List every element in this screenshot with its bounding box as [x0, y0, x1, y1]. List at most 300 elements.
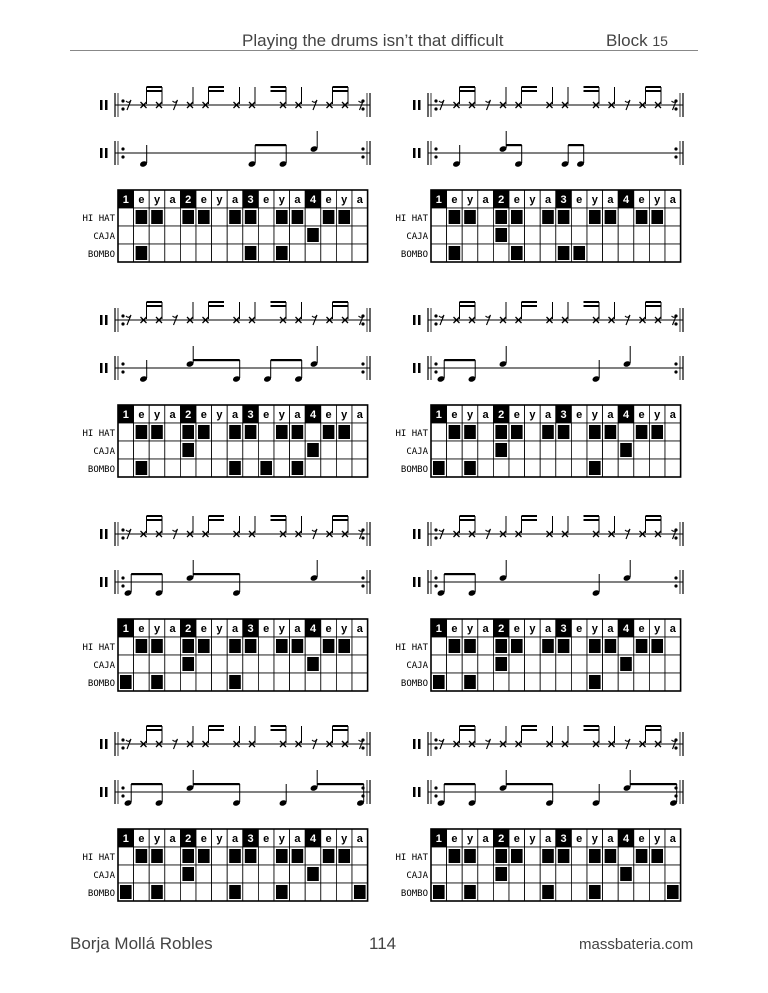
- percussion-clef: [100, 315, 103, 325]
- percussion-clef: [105, 315, 108, 325]
- note-beam: [333, 725, 349, 727]
- count-label: y: [529, 409, 536, 421]
- row-label: CAJA: [406, 232, 428, 242]
- bass-drum-row-cell: [665, 459, 681, 477]
- count-label: y: [216, 409, 223, 421]
- repeat-dot: [121, 794, 124, 797]
- percussion-clef: [413, 577, 416, 587]
- percussion-clef: [418, 739, 421, 749]
- bass-drum-row-cell: [478, 244, 494, 262]
- hihat-row-cell: [165, 423, 181, 441]
- bass-drum-row-cell: [634, 459, 650, 477]
- bass-drum-row-hit: [558, 246, 570, 260]
- bass-drum-row-cell: [305, 673, 321, 691]
- count-label: a: [356, 409, 363, 421]
- row-label: CAJA: [406, 447, 428, 457]
- repeat-dot: [674, 536, 677, 539]
- snare-row-cell: [258, 865, 274, 883]
- repeat-dot: [674, 576, 677, 579]
- count-label: y: [591, 833, 598, 845]
- exercise-notation: [393, 514, 693, 694]
- note-beam: [333, 515, 349, 517]
- row-label: BOMBO: [87, 889, 115, 899]
- count-label: y: [153, 409, 161, 421]
- count-label: a: [544, 833, 552, 845]
- snare-row-cell: [447, 655, 463, 673]
- snare-row-cell: [540, 865, 556, 883]
- snare-row-cell: [587, 226, 603, 244]
- bass-drum-row-cell: [165, 673, 181, 691]
- hihat-row-cell: [665, 637, 681, 655]
- snare-row-cell: [212, 655, 228, 673]
- hihat-row-hit: [323, 639, 335, 653]
- hihat-row-hit: [511, 639, 523, 653]
- hihat-row-hit: [229, 849, 241, 863]
- repeat-dot: [434, 322, 437, 325]
- repeat-dot: [434, 362, 437, 365]
- snare-row-cell: [336, 226, 352, 244]
- repeat-dot: [674, 362, 677, 365]
- count-label: 3: [560, 623, 567, 635]
- repeat-dot: [121, 314, 124, 317]
- bass-drum-row-cell: [634, 673, 650, 691]
- bass-drum-row-cell: [509, 673, 525, 691]
- hihat-row-hit: [292, 639, 304, 653]
- row-label: HI HAT: [82, 214, 115, 224]
- hihat-row-hit: [323, 849, 335, 863]
- snare-row-cell: [336, 655, 352, 673]
- hihat-row-hit: [464, 425, 476, 439]
- row-label: BOMBO: [87, 465, 115, 475]
- bass-drum-row-hit: [464, 675, 476, 689]
- snare-row-hit: [495, 443, 507, 457]
- bass-drum-row-hit: [433, 461, 445, 475]
- percussion-clef: [413, 529, 416, 539]
- rhythm-grid: [395, 405, 680, 477]
- count-label: a: [669, 623, 676, 635]
- repeat-dot: [674, 746, 677, 749]
- count-label: y: [654, 623, 661, 635]
- bass-drum-row-cell: [290, 244, 306, 262]
- repeat-dot: [434, 536, 437, 539]
- count-label: 1: [435, 194, 442, 206]
- note-beam: [646, 90, 662, 92]
- snare-row-cell: [134, 655, 150, 673]
- count-label: a: [544, 409, 552, 421]
- percussion-clef: [105, 529, 108, 539]
- exercise-notation: [80, 724, 380, 904]
- repeat-dot: [361, 536, 364, 539]
- bass-drum-row-hit: [511, 246, 523, 260]
- footer-website: massbateria.com: [579, 936, 694, 953]
- repeat-dot: [121, 107, 124, 110]
- hihat-row-cell: [665, 423, 681, 441]
- rhythm-grid: [82, 829, 367, 901]
- bass-drum-row-cell: [525, 244, 541, 262]
- snare-row-cell: [634, 655, 650, 673]
- count-label: e: [138, 409, 145, 421]
- count-label: y: [153, 194, 161, 206]
- count-label: y: [153, 833, 161, 845]
- hihat-row-hit: [449, 210, 461, 224]
- count-label: e: [263, 623, 270, 635]
- bass-drum-row-hit: [136, 461, 148, 475]
- count-label: a: [356, 194, 363, 206]
- bass-drum-row-cell: [352, 244, 368, 262]
- snare-row-cell: [352, 865, 368, 883]
- hihat-row-hit: [245, 849, 257, 863]
- count-label: e: [638, 194, 645, 206]
- repeat-dot: [434, 786, 437, 789]
- repeat-dot: [361, 370, 364, 373]
- row-label: BOMBO: [400, 679, 428, 689]
- bass-drum-row-cell: [556, 883, 572, 901]
- hihat-row-cell: [165, 847, 181, 865]
- percussion-clef: [105, 739, 108, 749]
- snare-row-cell: [336, 441, 352, 459]
- note-beam: [522, 729, 538, 731]
- count-label: 3: [560, 833, 567, 845]
- snare-row-cell: [478, 655, 494, 673]
- block-label: Block: [606, 31, 648, 50]
- row-label: BOMBO: [400, 465, 428, 475]
- bass-drum-row-cell: [540, 244, 556, 262]
- count-label: y: [591, 194, 598, 206]
- snare-row-cell: [227, 441, 243, 459]
- count-label: e: [513, 409, 520, 421]
- snare-row-hit: [495, 867, 507, 881]
- count-label: e: [200, 623, 207, 635]
- count-label: 3: [247, 833, 254, 845]
- note-beam: [209, 90, 225, 92]
- bass-drum-row-cell: [509, 459, 525, 477]
- percussion-clef: [100, 529, 103, 539]
- note-beam: [209, 519, 225, 521]
- bass-drum-row-cell: [649, 244, 665, 262]
- note-beam: [444, 783, 475, 785]
- hihat-row-hit: [558, 849, 570, 863]
- snare-bass-staff: [413, 770, 683, 807]
- percussion-clef: [100, 787, 103, 797]
- snare-row-hit: [307, 867, 319, 881]
- bass-drum-row-cell: [493, 673, 509, 691]
- repeat-dot: [121, 155, 124, 158]
- bass-drum-row-cell: [540, 673, 556, 691]
- count-label: e: [138, 194, 145, 206]
- repeat-dot: [434, 155, 437, 158]
- snare-row-cell: [321, 655, 337, 673]
- hihat-staff: [413, 515, 683, 546]
- snare-row-cell: [243, 655, 259, 673]
- note-beam: [271, 725, 287, 727]
- snare-row-cell: [587, 655, 603, 673]
- rhythm-grid: [82, 190, 367, 262]
- hihat-row-cell: [618, 208, 634, 226]
- note-beam: [522, 519, 538, 521]
- count-label: y: [466, 623, 474, 635]
- snare-row-cell: [571, 865, 587, 883]
- snare-row-cell: [134, 226, 150, 244]
- hihat-row-cell: [212, 637, 228, 655]
- count-label: e: [325, 194, 332, 206]
- count-label: a: [669, 409, 676, 421]
- note-beam: [271, 301, 287, 303]
- count-label: a: [482, 409, 489, 421]
- snare-row-cell: [212, 226, 228, 244]
- hihat-row-hit: [136, 210, 148, 224]
- count-label: 2: [185, 833, 192, 845]
- repeat-dot: [121, 746, 124, 749]
- repeat-dot: [361, 746, 364, 749]
- bass-drum-row-cell: [180, 673, 196, 691]
- snare-row-cell: [431, 655, 447, 673]
- count-label: e: [325, 833, 332, 845]
- bass-drum-row-hit: [292, 461, 304, 475]
- snare-row-cell: [509, 865, 525, 883]
- count-label: a: [544, 194, 552, 206]
- snare-row-cell: [134, 441, 150, 459]
- hihat-row-hit: [151, 425, 163, 439]
- exercise-4: [393, 300, 693, 480]
- hihat-row-cell: [352, 847, 368, 865]
- snare-row-cell: [587, 865, 603, 883]
- exercise-notation: [393, 300, 693, 480]
- row-label: HI HAT: [395, 214, 428, 224]
- count-label: a: [607, 409, 614, 421]
- snare-row-cell: [118, 226, 134, 244]
- repeat-dot: [121, 584, 124, 587]
- exercise-6: [393, 514, 693, 694]
- hihat-row-cell: [478, 208, 494, 226]
- row-label: HI HAT: [82, 643, 115, 653]
- note-beam: [506, 783, 553, 785]
- hihat-row-hit: [449, 849, 461, 863]
- bass-drum-row-hit: [464, 461, 476, 475]
- hihat-row-cell: [478, 847, 494, 865]
- bass-drum-row-cell: [493, 244, 509, 262]
- count-label: e: [451, 194, 458, 206]
- bass-drum-row-cell: [212, 673, 228, 691]
- note-beam: [584, 515, 600, 517]
- count-label: y: [654, 409, 661, 421]
- count-label: 3: [560, 409, 567, 421]
- note-beam: [522, 301, 538, 303]
- hihat-row-hit: [151, 210, 163, 224]
- percussion-clef: [413, 315, 416, 325]
- snare-row-cell: [649, 865, 665, 883]
- hihat-row-cell: [525, 637, 541, 655]
- count-label: y: [341, 194, 348, 206]
- snare-row-cell: [525, 441, 541, 459]
- bass-drum-row-hit: [573, 246, 585, 260]
- hihat-row-hit: [464, 639, 476, 653]
- note-beam: [209, 305, 225, 307]
- note-beam: [568, 144, 584, 146]
- hihat-row-hit: [182, 639, 194, 653]
- repeat-dot: [121, 536, 124, 539]
- count-label: y: [591, 409, 598, 421]
- count-label: e: [638, 409, 645, 421]
- percussion-clef: [100, 148, 103, 158]
- row-label: CAJA: [93, 871, 115, 881]
- header-rule: [70, 50, 698, 51]
- bass-drum-row-hit: [245, 246, 257, 260]
- hihat-row-hit: [338, 210, 350, 224]
- bass-drum-row-cell: [571, 883, 587, 901]
- hihat-row-hit: [292, 210, 304, 224]
- note-beam: [147, 725, 163, 727]
- bass-drum-row-cell: [321, 883, 337, 901]
- hihat-row-cell: [431, 847, 447, 865]
- bass-drum-row-cell: [603, 673, 619, 691]
- rhythm-grid: [395, 619, 680, 691]
- snare-row-cell: [603, 226, 619, 244]
- bass-drum-row-hit: [120, 885, 132, 899]
- row-label: BOMBO: [400, 889, 428, 899]
- hihat-row-hit: [558, 639, 570, 653]
- repeat-dot: [674, 155, 677, 158]
- block-number: 15: [652, 33, 668, 49]
- note-beam: [193, 359, 240, 361]
- snare-row-cell: [258, 226, 274, 244]
- bass-drum-row-cell: [352, 673, 368, 691]
- hihat-row-hit: [338, 639, 350, 653]
- repeat-dot: [674, 322, 677, 325]
- snare-row-cell: [447, 226, 463, 244]
- bass-drum-row-cell: [447, 673, 463, 691]
- snare-row-hit: [182, 657, 194, 671]
- note-beam: [522, 515, 538, 517]
- hihat-row-cell: [165, 637, 181, 655]
- bass-drum-row-cell: [336, 883, 352, 901]
- count-label: e: [638, 623, 645, 635]
- percussion-clef: [413, 363, 416, 373]
- snare-row-hit: [620, 657, 632, 671]
- count-label: e: [200, 194, 207, 206]
- note-beam: [271, 359, 302, 361]
- snare-row-cell: [336, 865, 352, 883]
- count-label: 2: [498, 409, 505, 421]
- hihat-row-hit: [276, 210, 288, 224]
- note-beam: [209, 86, 225, 88]
- note-beam: [460, 519, 476, 521]
- percussion-clef: [105, 148, 108, 158]
- note-beam: [630, 783, 677, 785]
- hihat-row-cell: [431, 208, 447, 226]
- hihat-row-cell: [478, 423, 494, 441]
- hihat-row-hit: [292, 849, 304, 863]
- note-beam: [646, 515, 662, 517]
- count-label: e: [638, 833, 645, 845]
- bass-drum-row-cell: [447, 883, 463, 901]
- count-label: y: [278, 194, 285, 206]
- percussion-clef: [100, 739, 103, 749]
- bass-drum-row-hit: [151, 675, 163, 689]
- snare-row-cell: [196, 865, 212, 883]
- bass-drum-row-cell: [165, 244, 181, 262]
- note-beam: [460, 515, 476, 517]
- snare-row-cell: [274, 865, 290, 883]
- snare-row-cell: [649, 226, 665, 244]
- hihat-row-cell: [525, 208, 541, 226]
- note-beam: [271, 305, 287, 307]
- count-label: e: [263, 409, 270, 421]
- row-label: HI HAT: [395, 853, 428, 863]
- count-label: a: [231, 409, 239, 421]
- row-label: CAJA: [93, 232, 115, 242]
- snare-row-cell: [321, 865, 337, 883]
- hihat-row-hit: [323, 425, 335, 439]
- hihat-row-cell: [258, 423, 274, 441]
- snare-row-cell: [540, 441, 556, 459]
- snare-row-hit: [307, 228, 319, 242]
- note-beam: [271, 519, 287, 521]
- hihat-row-hit: [449, 639, 461, 653]
- hihat-row-hit: [229, 639, 241, 653]
- hihat-row-hit: [136, 425, 148, 439]
- bass-drum-row-cell: [493, 883, 509, 901]
- count-label: 2: [498, 623, 505, 635]
- bass-drum-row-cell: [571, 459, 587, 477]
- snare-bass-staff: [413, 131, 683, 168]
- note-beam: [209, 725, 225, 727]
- snare-bass-staff: [100, 770, 370, 807]
- hihat-row-cell: [305, 208, 321, 226]
- snare-row-cell: [227, 865, 243, 883]
- repeat-dot: [434, 794, 437, 797]
- bass-drum-row-cell: [478, 883, 494, 901]
- snare-row-cell: [118, 655, 134, 673]
- snare-row-cell: [525, 655, 541, 673]
- hihat-row-cell: [352, 208, 368, 226]
- note-beam: [147, 515, 163, 517]
- count-label: a: [231, 194, 239, 206]
- hihat-row-hit: [636, 639, 648, 653]
- count-label: a: [169, 194, 176, 206]
- snare-row-cell: [478, 441, 494, 459]
- count-label: y: [466, 409, 474, 421]
- count-label: a: [607, 623, 614, 635]
- page-header-block: [606, 31, 668, 51]
- repeat-dot: [434, 147, 437, 150]
- note-beam: [522, 86, 538, 88]
- count-label: y: [529, 194, 536, 206]
- note-beam: [193, 783, 240, 785]
- count-label: e: [451, 833, 458, 845]
- count-label: y: [529, 833, 536, 845]
- hihat-row-hit: [495, 639, 507, 653]
- count-label: 2: [498, 194, 505, 206]
- bass-drum-row-cell: [525, 883, 541, 901]
- repeat-dot: [434, 576, 437, 579]
- hihat-row-hit: [198, 849, 210, 863]
- hihat-row-hit: [589, 425, 601, 439]
- snare-row-cell: [478, 226, 494, 244]
- bass-drum-row-cell: [149, 459, 165, 477]
- repeat-dot: [121, 528, 124, 531]
- hihat-row-hit: [636, 425, 648, 439]
- note-beam: [584, 725, 600, 727]
- hihat-row-cell: [571, 423, 587, 441]
- bass-drum-row-cell: [321, 673, 337, 691]
- snare-row-cell: [509, 655, 525, 673]
- repeat-dot: [434, 746, 437, 749]
- hihat-row-hit: [589, 639, 601, 653]
- snare-row-cell: [321, 441, 337, 459]
- hihat-row-hit: [151, 639, 163, 653]
- hihat-staff: [413, 301, 683, 332]
- hihat-row-cell: [525, 423, 541, 441]
